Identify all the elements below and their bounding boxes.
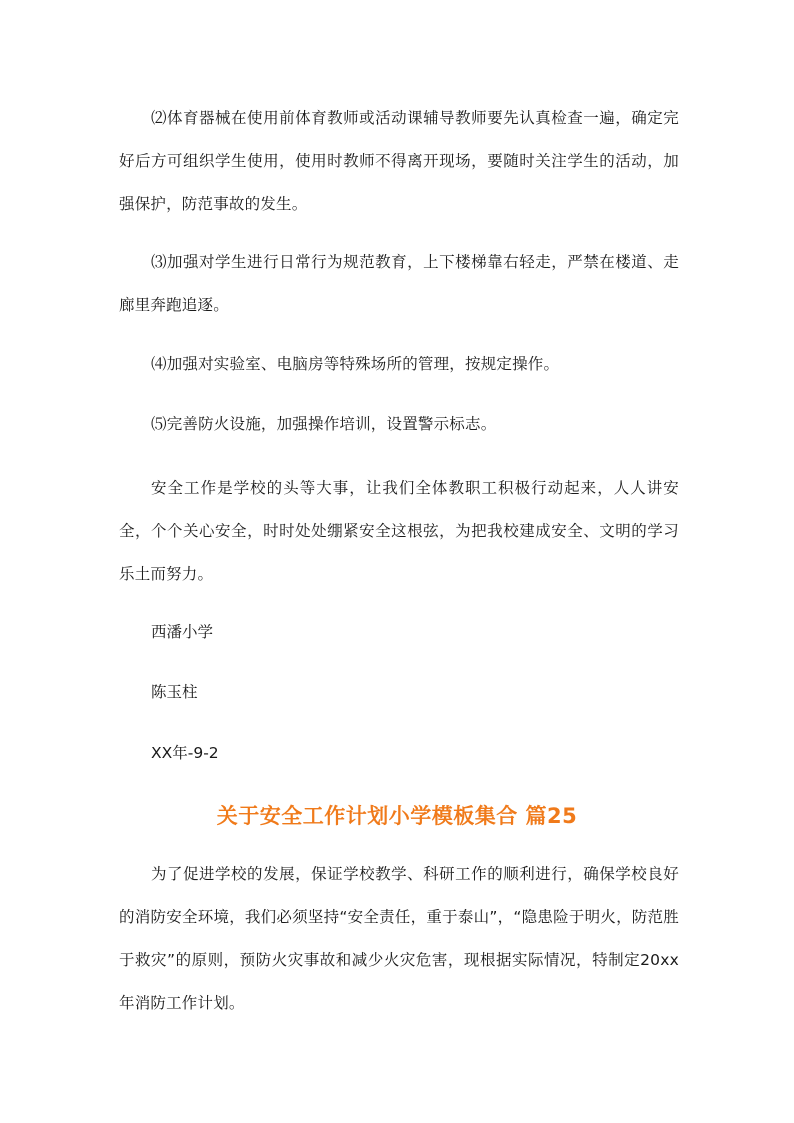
paragraph-item-5: ⑸完善防火设施，加强操作培训，设置警示标志。 bbox=[151, 415, 497, 433]
signature-school: 西潘小学 bbox=[151, 623, 214, 641]
paragraph-item-3: ⑶加强对学生进行日常行为规范教育，上下楼梯靠右轻走，严禁在楼道、走廊里奔跑追逐。 bbox=[119, 253, 679, 314]
signature-date: XX年-9-2 bbox=[151, 744, 219, 762]
paragraph-item-4: ⑷加强对实验室、电脑房等特殊场所的管理，按规定操作。 bbox=[151, 355, 560, 373]
section-heading: 关于安全工作计划小学模板集合 篇25 bbox=[216, 804, 578, 828]
paragraph-item-2: ⑵体育器械在使用前体育教师或活动课辅导教师要先认真检查一遍，确定完好后方可组织学生使用，使用时教师不得离开现场，要随时关注学生的活动，加强保护，防范事故的发生。 bbox=[119, 109, 679, 213]
closing-paragraph: 安全工作是学校的头等大事，让我们全体教职工积极行动起来，人人讲安全，个个关心安全，时时处处绷紧安全这根弦，为把我校建成安全、文明的学习乐土而努力。 bbox=[119, 479, 679, 583]
intro-paragraph: 为了促进学校的发展，保证学校教学、科研工作的顺利进行，确保学校良好的消防安全环境，我们必须坚持“安全责任，重于泰山”，“隐患险于明火，防范胜于救灾”的原则，预防火灾事故和减少火灾危害，现根据实际情况，特制定20xx年消防工作计划。 bbox=[119, 865, 679, 1012]
signature-name: 陈玉柱 bbox=[151, 683, 198, 701]
